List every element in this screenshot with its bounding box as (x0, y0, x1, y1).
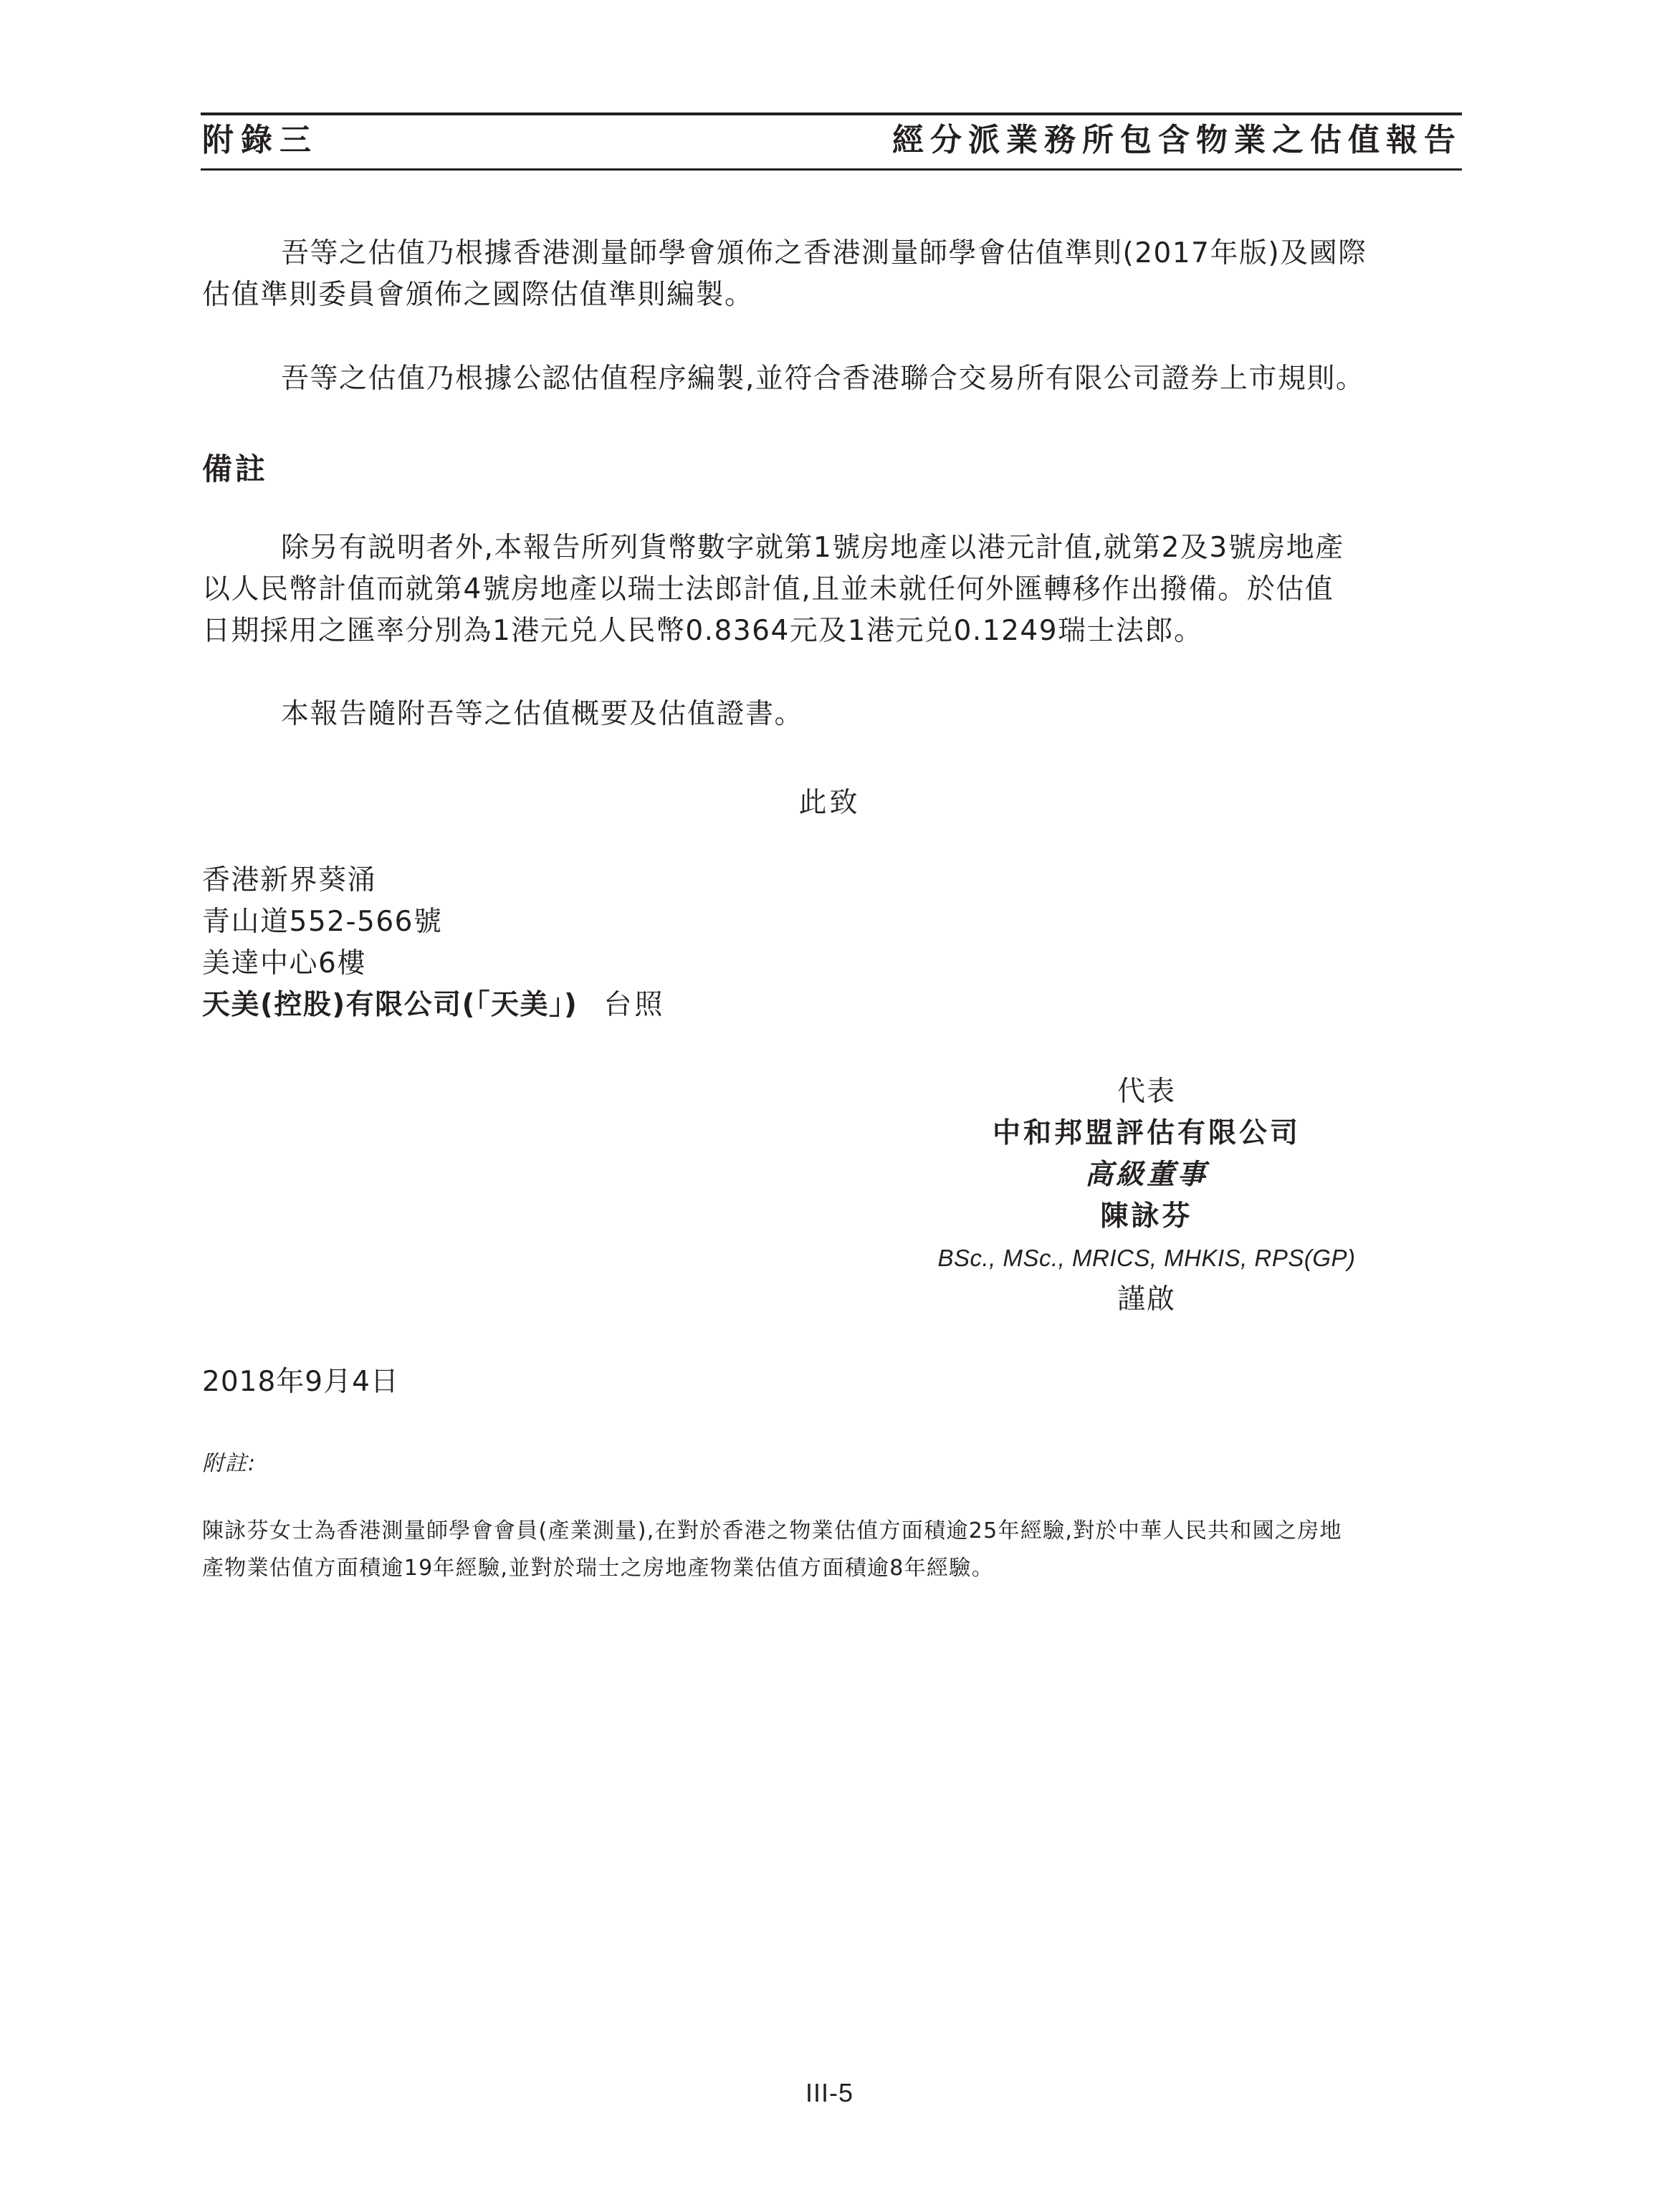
paragraph-currency-remarks (202, 527, 1463, 652)
appendix-label: 附錄三 (202, 122, 318, 158)
note-label: 附註: (202, 1451, 257, 1476)
paragraph-line: 估值準則委員會頒佈之國際估值準則編製。 (202, 279, 754, 311)
signature-closing: 謹啟 (1117, 1283, 1176, 1316)
header-rule-top (201, 112, 1462, 115)
addressee-company: 天美(控股)有限公司(「天美」) (202, 989, 578, 1021)
address-line-2: 青山道552-566號 (202, 906, 443, 938)
address-line-1: 香港新界葵涌 (202, 864, 377, 896)
paragraph-valuation-standards (202, 233, 1463, 316)
paragraph-line: 本報告隨附吾等之估值概要及估值證書。 (281, 698, 804, 730)
paragraph-line: 吾等之估值乃根據香港測量師學會頒佈之香港測量師學會估值準則(2017年版)及國際 (281, 237, 1367, 269)
signature-title: 高級董事 (1084, 1159, 1208, 1191)
signature-firm: 中和邦盟評估有限公司 (992, 1117, 1301, 1149)
salutation: 此致 (798, 787, 861, 819)
page-number: III-5 (805, 2078, 854, 2107)
addressee-greeting: 台照 (603, 989, 666, 1021)
report-date: 2018年9月4日 (202, 1366, 399, 1398)
report-title: 經分派業務所包含物業之估值報告 (892, 122, 1462, 158)
addressee (202, 985, 665, 1026)
paragraph-line: 吾等之估值乃根據公認估值程序編製,並符合香港聯合交易所有限公司證券上市規則。 (281, 363, 1365, 395)
paragraph-attachments (202, 694, 1463, 735)
signature-name: 陳詠芬 (1100, 1200, 1193, 1232)
signature-qualifications: BSc., MSc., MRICS, MHKIS, RPS(GP) (937, 1245, 1356, 1271)
paragraph-line: 以人民幣計值而就第4號房地產以瑞士法郎計值,且並未就任何外匯轉移作出撥備。於估值 (202, 573, 1334, 605)
note-line: 產物業估值方面積逾19年經驗,並對於瑞士之房地產物業估值方面積逾8年經驗。 (202, 1556, 994, 1581)
paragraph-valuation-procedures (202, 358, 1463, 400)
note-line: 陳詠芬女士為香港測量師學會會員(產業測量),在對於香港之物業估值方面積逾25年經驗,對於中華人民共和國之房地 (202, 1518, 1342, 1543)
signature-on-behalf: 代表 (1117, 1076, 1176, 1108)
paragraph-line: 除另有説明者外,本報告所列貨幣數字就第1號房地產以港元計值,就第2及3號房地產 (281, 532, 1344, 564)
paragraph-line: 日期採用之匯率分別為1港元兑人民幣0.8364元及1港元兑0.1249瑞士法郎。 (202, 615, 1203, 647)
header-rule-bottom (201, 168, 1462, 171)
address-line-3: 美達中心6樓 (202, 947, 366, 980)
note-text (202, 1513, 1342, 1587)
remarks-heading: 備註 (202, 451, 269, 487)
